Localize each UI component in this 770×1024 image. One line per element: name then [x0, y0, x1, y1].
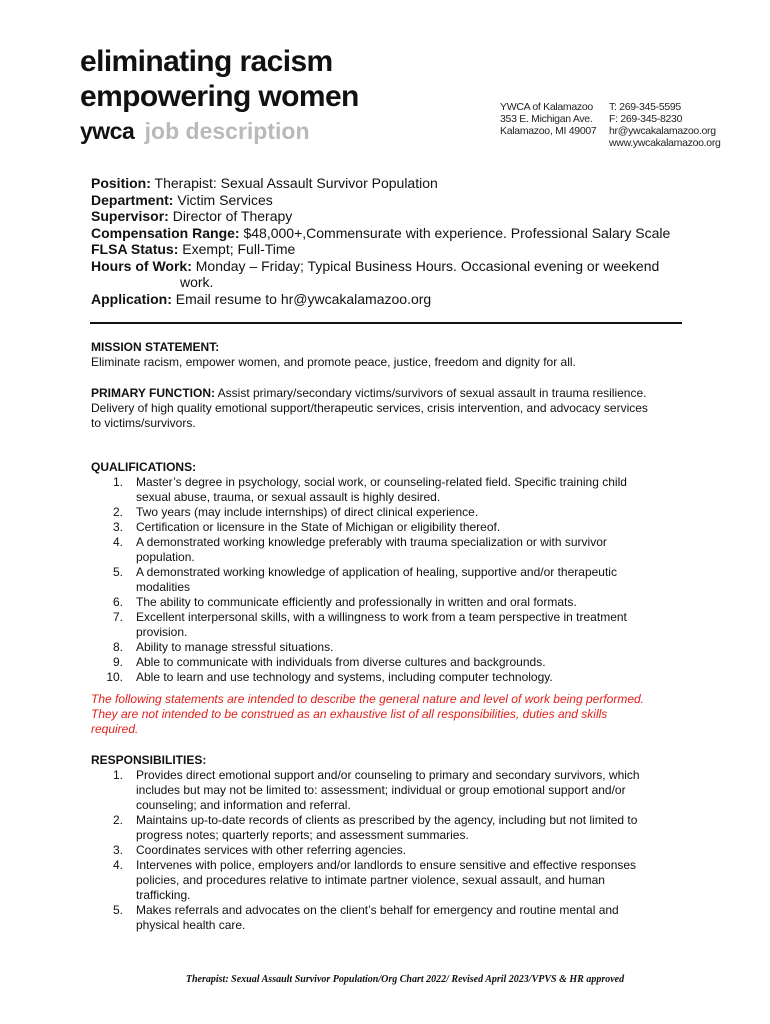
disclaimer-line: The following statements are intended to describe the general nature and level of work being performed.: [91, 692, 644, 706]
disclaimer-line: required.: [91, 722, 139, 736]
position-summary: [91, 175, 670, 307]
section-divider: [90, 322, 682, 324]
responsibilities-heading: RESPONSIBILITIES:: [91, 753, 207, 767]
list-number: 6.: [112, 595, 123, 609]
responsibilities-section: [91, 753, 691, 933]
website: www.ywcakalamazoo.org: [609, 137, 721, 149]
list-number: 4.: [112, 535, 123, 549]
list-item-text: Intervenes with police, employers and/or landlords to ensure sensitive and effective responses: [136, 858, 637, 872]
application-label: Application:: [91, 290, 172, 307]
compensation-label: Compensation Range:: [91, 224, 240, 241]
qualification-item: [91, 520, 691, 535]
list-item-text: policies, and procedures relative to intimate partner violence, sexual assault, and human: [136, 873, 605, 887]
position-value: Therapist: Sexual Assault Survivor Population: [154, 175, 438, 191]
list-number: 5.: [112, 903, 123, 917]
address-line: Kalamazoo, MI 49007: [500, 125, 597, 137]
responsibility-item: [91, 813, 691, 843]
qualification-item: [91, 565, 691, 595]
primary-function-label: PRIMARY FUNCTION:: [91, 386, 215, 400]
qualification-item: [91, 475, 691, 505]
list-number: 7.: [112, 610, 123, 624]
disclaimer-line: They are not intended to be construed as an exhaustive list of all responsibilities, duties and skills: [91, 707, 608, 721]
list-item-text: Ability to manage stressful situations.: [136, 640, 334, 654]
qualifications-list: [91, 475, 691, 685]
department-label: Department:: [91, 191, 174, 208]
qualification-item: [91, 655, 691, 670]
list-number: 2.: [112, 813, 123, 827]
list-item-text: Makes referrals and advocates on the client’s behalf for emergency and routine mental and: [136, 903, 619, 917]
headline-line-2: empowering women: [80, 80, 359, 113]
list-item-text: The ability to communicate efficiently and professionally in written and oral formats.: [136, 595, 577, 609]
compensation-value: $48,000+,Commensurate with experience. Professional Salary Scale: [243, 224, 671, 241]
application-value: Email resume to hr@ywcakalamazoo.org: [175, 290, 432, 307]
hours-label: Hours of Work:: [91, 257, 192, 274]
list-number: 3.: [112, 843, 123, 857]
list-item-text: trafficking.: [136, 888, 191, 902]
qualification-item: [91, 595, 691, 610]
qualification-item: [91, 535, 691, 565]
mission-heading: MISSION STATEMENT:: [91, 340, 220, 354]
list-item-text: Provides direct emotional support and/or counseling to primary and secondary survivors, which: [136, 768, 640, 782]
list-number: 1.: [112, 475, 123, 489]
qualifications-section: [91, 460, 691, 685]
list-number: 1.: [112, 768, 123, 782]
list-number: 5.: [112, 565, 123, 579]
document-type: job description: [144, 118, 310, 144]
footer-note: Therapist: Sexual Assault Survivor Population/Org Chart 2022/ Revised April 2023/VPVS & HR approved: [185, 974, 625, 985]
qualification-item: [91, 610, 691, 640]
list-item-text: Able to learn and use technology and systems, including computer technology.: [136, 670, 553, 684]
list-number: 4.: [112, 858, 123, 872]
list-item-text: Able to communicate with individuals from diverse cultures and backgrounds.: [136, 655, 546, 669]
list-item-text: A demonstrated working knowledge of application of healing, supportive and/or therapeutic: [136, 565, 617, 579]
document-brand: [80, 118, 310, 145]
list-item-text: Master’s degree in psychology, social work, or counseling-related field. Specific training child: [136, 475, 627, 489]
flsa-label: FLSA Status:: [91, 241, 179, 257]
flsa-row: [91, 241, 670, 258]
list-number: 10.: [106, 670, 123, 684]
flsa-value: Exempt; Full-Time: [182, 241, 296, 257]
fax: F: 269-345-8230: [609, 113, 683, 125]
list-number: 3.: [112, 520, 123, 534]
phone: T: 269-345-5595: [609, 101, 681, 113]
list-item-text: modalities: [136, 580, 191, 594]
list-item-text: sexual abuse, trauma, or sexual assault is highly desired.: [136, 490, 441, 504]
supervisor-row: [91, 208, 670, 225]
primary-function-section: [91, 386, 691, 431]
list-item-text: progress notes; quarterly reports; and assessment summaries.: [136, 828, 469, 842]
address-block: [500, 101, 596, 137]
supervisor-label: Supervisor:: [91, 208, 169, 224]
qualifications-heading: QUALIFICATIONS:: [91, 460, 197, 474]
mission-text: Eliminate racism, empower women, and promote peace, justice, freedom and dignity for all.: [91, 355, 576, 369]
list-number: 2.: [112, 505, 123, 519]
application-row: [91, 291, 670, 308]
list-item-text: Two years (may include internships) of direct clinical experience.: [136, 505, 479, 519]
position-label: Position:: [91, 175, 151, 191]
qualification-item: [91, 505, 691, 520]
hours-value: Monday – Friday; Typical Business Hours. Occasional evening or weekend: [195, 257, 660, 274]
address-line: YWCA of Kalamazoo: [500, 101, 593, 113]
list-item-text: population.: [136, 550, 195, 564]
list-item-text: provision.: [136, 625, 188, 639]
qualification-item: [91, 670, 691, 685]
list-item-text: Excellent interpersonal skills, with a willingness to work from a team perspective in treatment: [136, 610, 627, 624]
disclaimer: [91, 692, 691, 737]
position-row: [91, 175, 670, 192]
compensation-row: [91, 225, 670, 242]
list-item-text: includes but may not be limited to: assessment; individual or group emotional support and/or: [136, 783, 626, 797]
list-item-text: physical health care.: [136, 918, 246, 932]
mission-section: [91, 340, 691, 370]
email: hr@ywcakalamazoo.org: [609, 125, 716, 137]
qualification-item: [91, 640, 691, 655]
list-number: 9.: [112, 655, 123, 669]
list-number: 8.: [112, 640, 123, 654]
responsibility-item: [91, 858, 691, 903]
list-item-text: Certification or licensure in the State of Michigan or eligibility thereof.: [136, 520, 501, 534]
supervisor-value: Director of Therapy: [172, 208, 293, 224]
list-item-text: A demonstrated working knowledge preferably with trauma specialization or with survivor: [136, 535, 607, 549]
responsibilities-list: [91, 768, 691, 933]
headline-line-1: eliminating racism: [80, 45, 333, 78]
hours-continuation: work.: [180, 274, 214, 290]
hours-row: [91, 258, 670, 275]
responsibility-item: [91, 768, 691, 813]
list-item-text: Maintains up-to-date records of clients as prescribed by the agency, including but not limited to: [136, 813, 638, 827]
responsibility-item: [91, 843, 691, 858]
contact-block: [609, 101, 721, 149]
primary-function-text: Assist primary/secondary victims/survivors of sexual assault in trauma resilience.: [217, 386, 647, 400]
department-value: Victim Services: [177, 191, 273, 208]
list-item-text: counseling; and information and referral.: [136, 798, 351, 812]
list-item-text: Coordinates services with other referring agencies.: [136, 843, 407, 857]
address-line: 353 E. Michigan Ave.: [500, 113, 593, 125]
ywca-logo-text: ywca: [80, 118, 135, 144]
headline: [80, 44, 359, 114]
primary-function-text: to victims/survivors.: [91, 416, 196, 430]
primary-function-text: Delivery of high quality emotional support/therapeutic services, crisis intervention, and advocacy services: [91, 401, 648, 415]
department-row: [91, 192, 670, 209]
responsibility-item: [91, 903, 691, 933]
